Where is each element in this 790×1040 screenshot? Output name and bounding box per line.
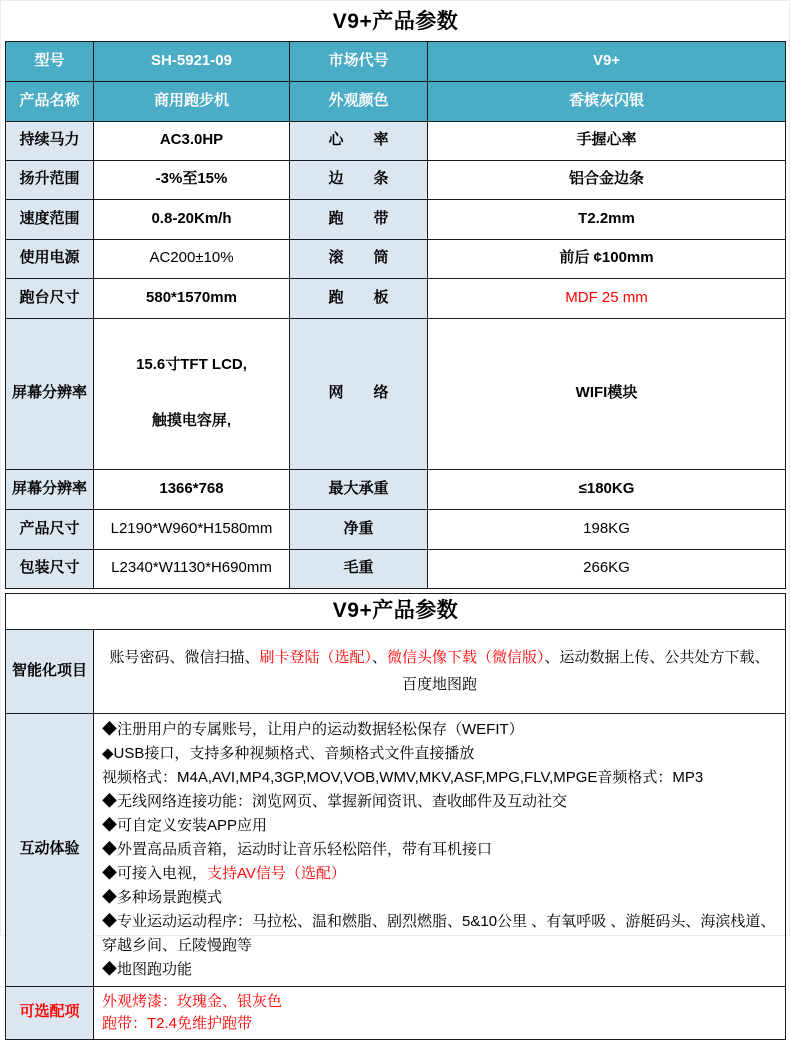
package-size-value: L2340*W1130*H690mm (94, 549, 290, 588)
highlight-text: 刷卡登陆（选配） (259, 649, 372, 666)
heart-rate-value: 手握心率 (428, 121, 786, 160)
table1-title: V9+产品参数 (6, 4, 786, 41)
plain-text: ◆地图跑功能 (102, 960, 193, 978)
motor-value: AC3.0HP (94, 121, 290, 160)
model-label: 型号 (6, 41, 94, 81)
row-deck-size (6, 278, 786, 318)
screen-value (94, 318, 290, 469)
plain-text: ◆无线网络连接功能：浏览网页、掌握新闻资讯、查收邮件及互动社交 (102, 792, 568, 810)
plain-text: 穿越乡间、丘陵慢跑等 (102, 936, 253, 954)
plain-text: 视频格式：M4A,AVI,MP4,3GP,MOV,VOB,WMV,MKV,ASF,MPG,FLV,MPGE音频格式：MP3 (102, 768, 704, 786)
row-speed (6, 199, 786, 239)
table2-title-row (6, 593, 786, 629)
highlight-text: 外观烤漆：玫瑰金、银灰色 (102, 992, 283, 1010)
market-code-label: 市场代号 (290, 41, 428, 81)
text-line (102, 742, 779, 766)
table2-title: V9+产品参数 (6, 593, 786, 629)
highlight-text: 微信头像下载（微信版） (387, 649, 545, 666)
net-weight-value: 198KG (428, 509, 786, 549)
text-line (102, 814, 779, 838)
plain-text: 账号密码、微信扫描、 (109, 649, 260, 666)
heart-rate-label: 心 率 (290, 121, 428, 160)
row-power (6, 239, 786, 278)
plain-text: 、运动数据上传、公共处方下载、百度地图跑 (402, 649, 770, 693)
resolution-value: 1366*768 (94, 469, 290, 509)
net-weight-label: 净重 (290, 509, 428, 549)
text-line (102, 934, 779, 958)
table1-title-row (6, 4, 786, 41)
power-value: AC200±10% (94, 239, 290, 278)
plain-text: ◆注册用户的专属账号，让用户的运动数据轻松保存（WEFIT） (102, 720, 524, 738)
appearance-color-label: 外观颜色 (290, 81, 428, 121)
interactive-experience-content (94, 713, 786, 986)
row-motor (6, 121, 786, 160)
product-spec-table (5, 4, 786, 589)
plain-text: ◆外置高品质音箱，运动时让音乐轻松陪伴，带有耳机接口 (102, 840, 493, 858)
row-incline (6, 160, 786, 199)
text-line (102, 1013, 779, 1035)
network-value: WIFI模块 (428, 318, 786, 469)
product-size-value: L2190*W960*H1580mm (94, 509, 290, 549)
plain-text: ◆可自定义安装APP应用 (102, 816, 268, 834)
text-line (102, 910, 779, 934)
text-line (102, 766, 779, 790)
screen-value-line2: 触摸电容屏, (151, 412, 232, 430)
row-product-name (6, 81, 786, 121)
resolution-label: 屏幕分辨率 (6, 469, 94, 509)
belt-value: T2.2mm (428, 199, 786, 239)
belt-label: 跑 带 (290, 199, 428, 239)
row-screen (6, 318, 786, 469)
row-model (6, 41, 786, 81)
highlight-text: 支持AV信号（选配） (207, 864, 346, 882)
speed-label: 速度范围 (6, 199, 94, 239)
product-size-label: 产品尺寸 (6, 509, 94, 549)
text-line (102, 958, 779, 982)
roller-label: 滚 筒 (290, 239, 428, 278)
model-value: SH-5921-09 (94, 41, 290, 81)
speed-value: 0.8-20Km/h (94, 199, 290, 239)
gross-weight-label: 毛重 (290, 549, 428, 588)
deck-board-value: MDF 25 mm (428, 278, 786, 318)
side-rail-label: 边 条 (290, 160, 428, 199)
screen-value-line1: 15.6寸TFT LCD, (136, 356, 247, 373)
appearance-color-value: 香槟灰闪银 (428, 81, 786, 121)
text-line (102, 862, 779, 886)
row-optional-items (6, 986, 786, 1039)
incline-label: 扬升范围 (6, 160, 94, 199)
text-line (102, 718, 779, 742)
text-line (102, 790, 779, 814)
deck-size-label: 跑台尺寸 (6, 278, 94, 318)
interactive-experience-label: 互动体验 (6, 713, 94, 986)
feature-table (5, 593, 786, 1040)
text-line (102, 886, 779, 910)
text-line (102, 991, 779, 1013)
row-resolution (6, 469, 786, 509)
row-smart-features (6, 629, 786, 713)
product-name-label: 产品名称 (6, 81, 94, 121)
smart-features-label: 智能化项目 (6, 629, 94, 713)
row-package-size (6, 549, 786, 588)
deck-size-value: 580*1570mm (94, 278, 290, 318)
plain-text: 、 (372, 649, 388, 666)
optional-items-content (94, 986, 786, 1039)
package-size-label: 包装尺寸 (6, 549, 94, 588)
smart-features-content (94, 629, 786, 713)
optional-items-label: 可选配项 (6, 986, 94, 1039)
roller-value: 前后 ¢100mm (428, 239, 786, 278)
network-label: 网 络 (290, 318, 428, 469)
text-line (102, 838, 779, 862)
plain-text: ◆可接入电视， (102, 864, 208, 882)
highlight-text: 跑带：T2.4免维护跑带 (102, 1014, 253, 1032)
power-label: 使用电源 (6, 239, 94, 278)
deck-board-label: 跑 板 (290, 278, 428, 318)
plain-text: ◆专业运动运动程序：马拉松、温和燃脂、剧烈燃脂、5&10公里 、有氧呼吸 、游艇码头、海滨栈道、 (102, 912, 776, 930)
row-product-size (6, 509, 786, 549)
max-load-label: 最大承重 (290, 469, 428, 509)
product-name-value: 商用跑步机 (94, 81, 290, 121)
motor-label: 持续马力 (6, 121, 94, 160)
row-interactive-experience (6, 713, 786, 986)
incline-value: -3%至15% (94, 160, 290, 199)
gross-weight-value: 266KG (428, 549, 786, 588)
side-rail-value: 铝合金边条 (428, 160, 786, 199)
market-code-value: V9+ (428, 41, 786, 81)
plain-text: ◆多种场景跑模式 (102, 888, 223, 906)
max-load-value: ≤180KG (428, 469, 786, 509)
plain-text: ◆USB接口，支持多种视频格式、音频格式文件直接播放 (102, 744, 475, 762)
screen-label: 屏幕分辨率 (6, 318, 94, 469)
